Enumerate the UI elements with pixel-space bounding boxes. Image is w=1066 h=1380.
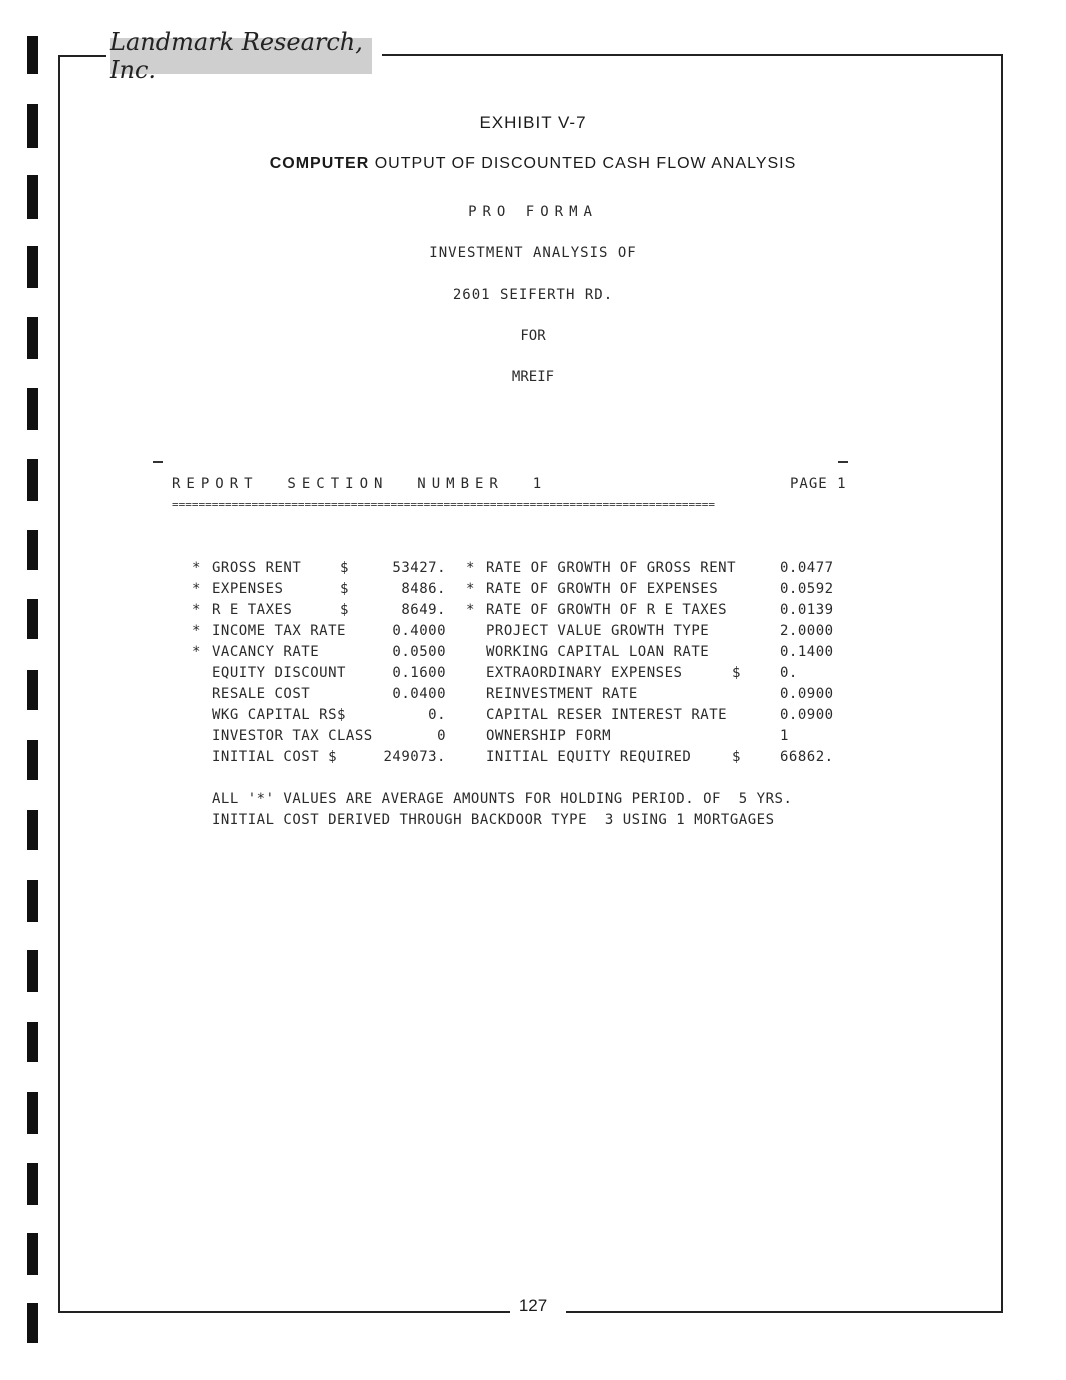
row-label-right: WORKING CAPITAL LOAN RATE	[486, 644, 710, 660]
row-value-left: 0	[437, 728, 446, 744]
for-line: FOR	[520, 328, 546, 344]
row-marker-right: *	[466, 560, 475, 576]
row-label-right: RATE OF GROWTH OF EXPENSES	[486, 581, 719, 597]
row-currency-left: $	[340, 602, 349, 618]
row-value-left: 8649.	[401, 602, 446, 618]
row-marker-right: *	[466, 581, 475, 597]
row-currency-left: $	[340, 581, 349, 597]
row-label-left: WKG CAPITAL RS$	[212, 707, 346, 723]
exhibit-title: EXHIBIT V-7	[479, 113, 587, 132]
subtitle-rest: OUTPUT OF DISCOUNTED CASH FLOW ANALYSIS	[369, 155, 797, 172]
row-label-left: INVESTOR TAX CLASS	[212, 728, 373, 744]
row-label-left: EXPENSES	[212, 581, 284, 597]
pro-forma-heading: PRO FORMA	[468, 204, 598, 220]
row-currency-right: $	[732, 665, 741, 681]
row-value-right: 0.1400	[780, 644, 834, 660]
row-marker-left: *	[192, 644, 201, 660]
row-label-right: RATE OF GROWTH OF R E TAXES	[486, 602, 728, 618]
footnote-averages: ALL '*' VALUES ARE AVERAGE AMOUNTS FOR HOLDING PERIOD. OF 5 YRS.	[212, 791, 793, 807]
row-value-right: 0.0139	[780, 602, 834, 618]
row-label-right: CAPITAL RESER INTEREST RATE	[486, 707, 728, 723]
row-label-right: REINVESTMENT RATE	[486, 686, 638, 702]
row-value-right: 0.0900	[780, 707, 834, 723]
row-value-left: 0.1600	[392, 665, 446, 681]
company-logo: Landmark Research, Inc.	[110, 38, 372, 74]
row-value-left: 53427.	[392, 560, 446, 576]
row-marker-left: *	[192, 623, 201, 639]
row-marker-left: *	[192, 602, 201, 618]
row-marker-left: *	[192, 581, 201, 597]
subtitle-bold: COMPUTER	[269, 155, 370, 172]
row-currency-right: $	[732, 749, 741, 765]
row-value-right: 2.0000	[780, 623, 834, 639]
exhibit-subtitle	[0, 155, 1066, 173]
row-label-left: INITIAL COST $	[212, 749, 338, 765]
row-currency-left: $	[340, 560, 349, 576]
row-value-right: 0.	[780, 665, 798, 681]
row-label-right: RATE OF GROWTH OF GROSS RENT	[486, 560, 737, 576]
section-heading: REPORT SECTION NUMBER 1	[172, 476, 548, 492]
row-value-left: 249073.	[383, 749, 446, 765]
footnote-initial-cost: INITIAL COST DERIVED THROUGH BACKDOOR TYPE 3 USING 1 MORTGAGES	[212, 812, 775, 828]
row-label-left: VACANCY RATE	[212, 644, 320, 660]
row-value-right: 0.0592	[780, 581, 834, 597]
page-label: PAGE 1	[790, 476, 847, 492]
row-value-left: 0.4000	[392, 623, 446, 639]
row-label-left: RESALE COST	[212, 686, 311, 702]
row-label-right: PROJECT VALUE GROWTH TYPE	[486, 623, 710, 639]
row-label-left: R E TAXES	[212, 602, 293, 618]
row-value-left: 0.	[428, 707, 446, 723]
row-value-right: 0.0477	[780, 560, 834, 576]
row-value-right: 66862.	[780, 749, 834, 765]
row-label-left: INCOME TAX RATE	[212, 623, 346, 639]
row-label-right: EXTRAORDINARY EXPENSES	[486, 665, 683, 681]
row-value-left: 8486.	[401, 581, 446, 597]
row-label-left: GROSS RENT	[212, 560, 302, 576]
property-address: 2601 SEIFERTH RD.	[452, 287, 614, 303]
row-marker-left: *	[192, 560, 201, 576]
row-value-right: 0.0900	[780, 686, 834, 702]
heading-rule: ==================================================================================	[172, 498, 716, 511]
row-label-left: EQUITY DISCOUNT	[212, 665, 346, 681]
analysis-line: INVESTMENT ANALYSIS OF	[429, 245, 637, 261]
row-label-right: OWNERSHIP FORM	[486, 728, 612, 744]
row-label-right: INITIAL EQUITY REQUIRED	[486, 749, 692, 765]
corner-dash-right	[838, 461, 848, 463]
client-name: MREIF	[511, 369, 555, 385]
row-value-left: 0.0500	[392, 644, 446, 660]
row-marker-right: *	[466, 602, 475, 618]
row-value-left: 0.0400	[392, 686, 446, 702]
page-number: 127	[518, 1296, 548, 1315]
row-value-right: 1	[780, 728, 789, 744]
corner-dash-left	[153, 461, 163, 463]
